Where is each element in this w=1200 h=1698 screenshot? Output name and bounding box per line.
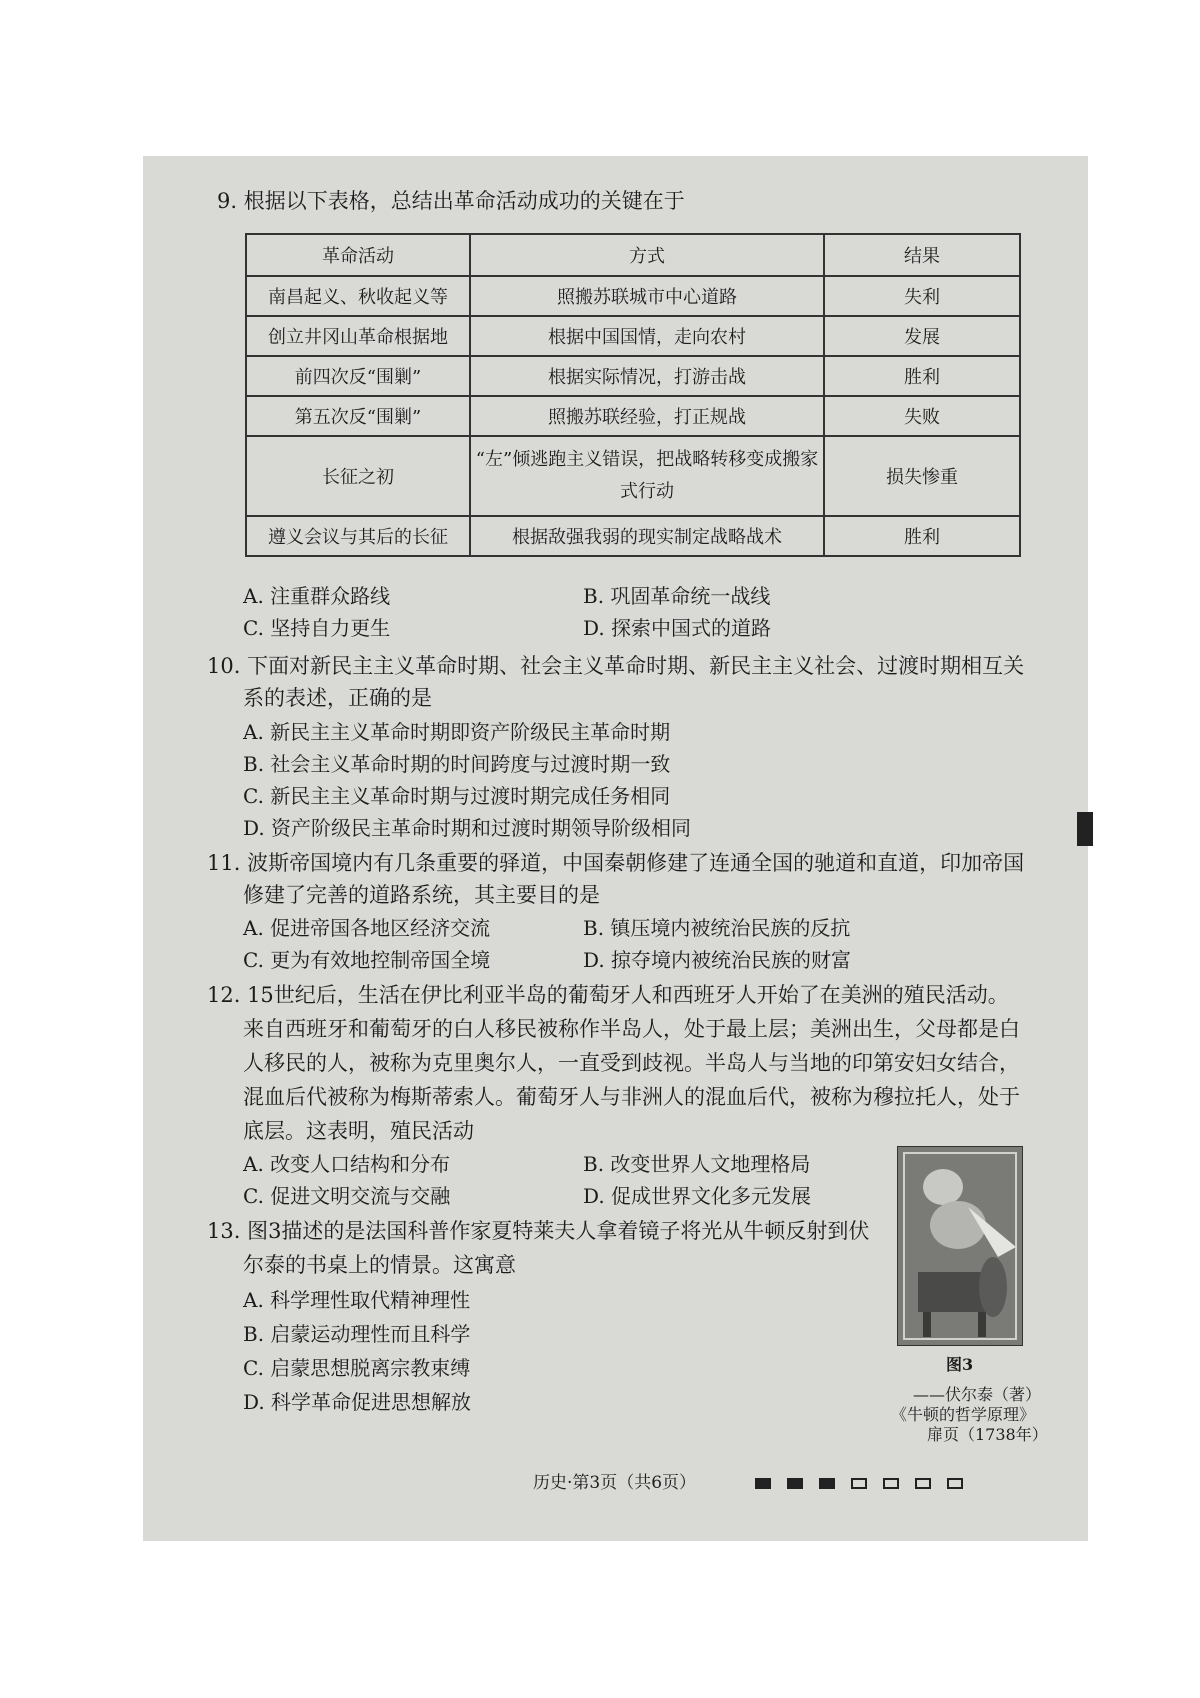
- q13-option-d[interactable]: D. 科学革命促进思想解放: [243, 1390, 472, 1414]
- table-row: [246, 396, 1020, 436]
- engraving-image: [898, 1147, 1022, 1345]
- q12-stem-line5: 底层。这表明，殖民活动: [243, 1119, 474, 1143]
- cell-result: 胜利: [824, 516, 1020, 556]
- q9-option-d[interactable]: D. 探索中国式的道路: [583, 616, 772, 640]
- q10-option-d[interactable]: D. 资产阶级民主革命时期和过渡时期领导阶级相同: [243, 816, 692, 840]
- q12-option-a[interactable]: A. 改变人口结构和分布: [243, 1152, 451, 1176]
- table-row: [246, 436, 1020, 516]
- q12-stem-line2: 来自西班牙和葡萄牙的白人移民被称作半岛人，处于最上层；美洲出生，父母都是白: [243, 1017, 1020, 1041]
- q9-option-c[interactable]: C. 坚持自力更生: [243, 616, 391, 640]
- q12-stem-line3: 人移民的人，被称为克里奥尔人，一直受到歧视。半岛人与当地的印第安妇女结合，: [243, 1051, 1020, 1075]
- progress-square-filled: [755, 1478, 771, 1489]
- q11-option-a[interactable]: A. 促进帝国各地区经济交流: [243, 916, 491, 940]
- cell-method: 根据敌强我弱的现实制定战略战术: [470, 516, 824, 556]
- table-row: [246, 276, 1020, 316]
- page-footer: 历史·第3页（共6页）: [533, 1473, 697, 1493]
- q10-stem: 10. 下面对新民主主义革命时期、社会主义革命时期、新民主主义社会、过渡时期相互关: [207, 654, 1025, 678]
- figure-label: 图3: [946, 1355, 974, 1374]
- q13-option-c[interactable]: C. 启蒙思想脱离宗教束缚: [243, 1356, 471, 1380]
- q12-option-c[interactable]: C. 促进文明交流与交融: [243, 1184, 451, 1208]
- q11-stem: 11. 波斯帝国境内有几条重要的驿道，中国秦朝修建了连通全国的驰道和直道，印加帝国: [207, 851, 1025, 875]
- q12-stem-line4: 混血后代被称为梅斯蒂索人。葡萄牙人与非洲人的混血后代，被称为穆拉托人，处于: [243, 1085, 1020, 1109]
- q11-option-b[interactable]: B. 镇压境内被统治民族的反抗: [583, 916, 851, 940]
- cell-result: 失利: [824, 276, 1020, 316]
- cell-activity: 创立井冈山革命根据地: [246, 316, 470, 356]
- cell-method: 照搬苏联经验，打正规战: [470, 396, 824, 436]
- cell-result: 失败: [824, 396, 1020, 436]
- q12-option-b[interactable]: B. 改变世界人文地理格局: [583, 1152, 811, 1176]
- progress-square-empty: [915, 1478, 931, 1489]
- exam-page: [143, 156, 1088, 1541]
- q10-stem-cont: 系的表述，正确的是: [243, 686, 432, 710]
- progress-square-filled: [787, 1478, 803, 1489]
- cell-method: 根据实际情况，打游击战: [470, 356, 824, 396]
- q13-option-a[interactable]: A. 科学理性取代精神理性: [243, 1288, 471, 1312]
- cell-activity: 前四次反“围剿”: [246, 356, 470, 396]
- cell-method: 照搬苏联城市中心道路: [470, 276, 824, 316]
- figure-caption-author: ——伏尔泰（著）: [913, 1385, 1042, 1404]
- cell-result: 发展: [824, 316, 1020, 356]
- cell-activity: 长征之初: [246, 436, 470, 516]
- cell-activity: 第五次反“围剿”: [246, 396, 470, 436]
- header-activity: 革命活动: [246, 234, 470, 276]
- figure-caption-date: 扉页（1738年）: [927, 1425, 1048, 1444]
- q13-stem-cont: 尔泰的书桌上的情景。这寓意: [243, 1253, 516, 1277]
- table-row: [246, 516, 1020, 556]
- q9-option-b[interactable]: B. 巩固革命统一战线: [583, 584, 771, 608]
- q9-stem: 9. 根据以下表格，总结出革命活动成功的关键在于: [217, 189, 685, 213]
- progress-square-empty: [851, 1478, 867, 1489]
- page-progress: [755, 1478, 963, 1489]
- cell-result: 胜利: [824, 356, 1020, 396]
- progress-square-empty: [947, 1478, 963, 1489]
- table-row: [246, 316, 1020, 356]
- q13-option-b[interactable]: B. 启蒙运动理性而且科学: [243, 1322, 471, 1346]
- header-method: 方式: [470, 234, 824, 276]
- q9-option-a[interactable]: A. 注重群众路线: [243, 584, 391, 608]
- margin-tab-marker: [1077, 812, 1093, 846]
- figure-3-engraving: [897, 1146, 1023, 1346]
- cell-method: “左”倾逃跑主义错误，把战略转移变成搬家式行动: [470, 436, 824, 516]
- q12-stem-line1: 12. 15世纪后，生活在伊比利亚半岛的葡萄牙人和西班牙人开始了在美洲的殖民活动。: [207, 983, 1009, 1007]
- q10-option-c[interactable]: C. 新民主主义革命时期与过渡时期完成任务相同: [243, 784, 671, 808]
- table-header-row: [246, 234, 1020, 276]
- figure-caption-title: 《牛顿的哲学原理》: [891, 1405, 1036, 1424]
- q12-option-d[interactable]: D. 促成世界文化多元发展: [583, 1184, 812, 1208]
- q13-stem: 13. 图3描述的是法国科普作家夏特莱夫人拿着镜子将光从牛顿反射到伏: [207, 1219, 870, 1243]
- progress-square-filled: [819, 1478, 835, 1489]
- progress-square-empty: [883, 1478, 899, 1489]
- table-row: [246, 356, 1020, 396]
- cell-activity: 遵义会议与其后的长征: [246, 516, 470, 556]
- header-result: 结果: [824, 234, 1020, 276]
- q9-table: [245, 233, 1021, 557]
- cell-result: 损失惨重: [824, 436, 1020, 516]
- q11-option-d[interactable]: D. 掠夺境内被统治民族的财富: [583, 948, 852, 972]
- q10-option-a[interactable]: A. 新民主主义革命时期即资产阶级民主革命时期: [243, 720, 671, 744]
- cell-activity: 南昌起义、秋收起义等: [246, 276, 470, 316]
- q11-option-c[interactable]: C. 更为有效地控制帝国全境: [243, 948, 491, 972]
- cell-method: 根据中国国情，走向农村: [470, 316, 824, 356]
- q11-stem-cont: 修建了完善的道路系统，其主要目的是: [243, 883, 600, 907]
- q10-option-b[interactable]: B. 社会主义革命时期的时间跨度与过渡时期一致: [243, 752, 671, 776]
